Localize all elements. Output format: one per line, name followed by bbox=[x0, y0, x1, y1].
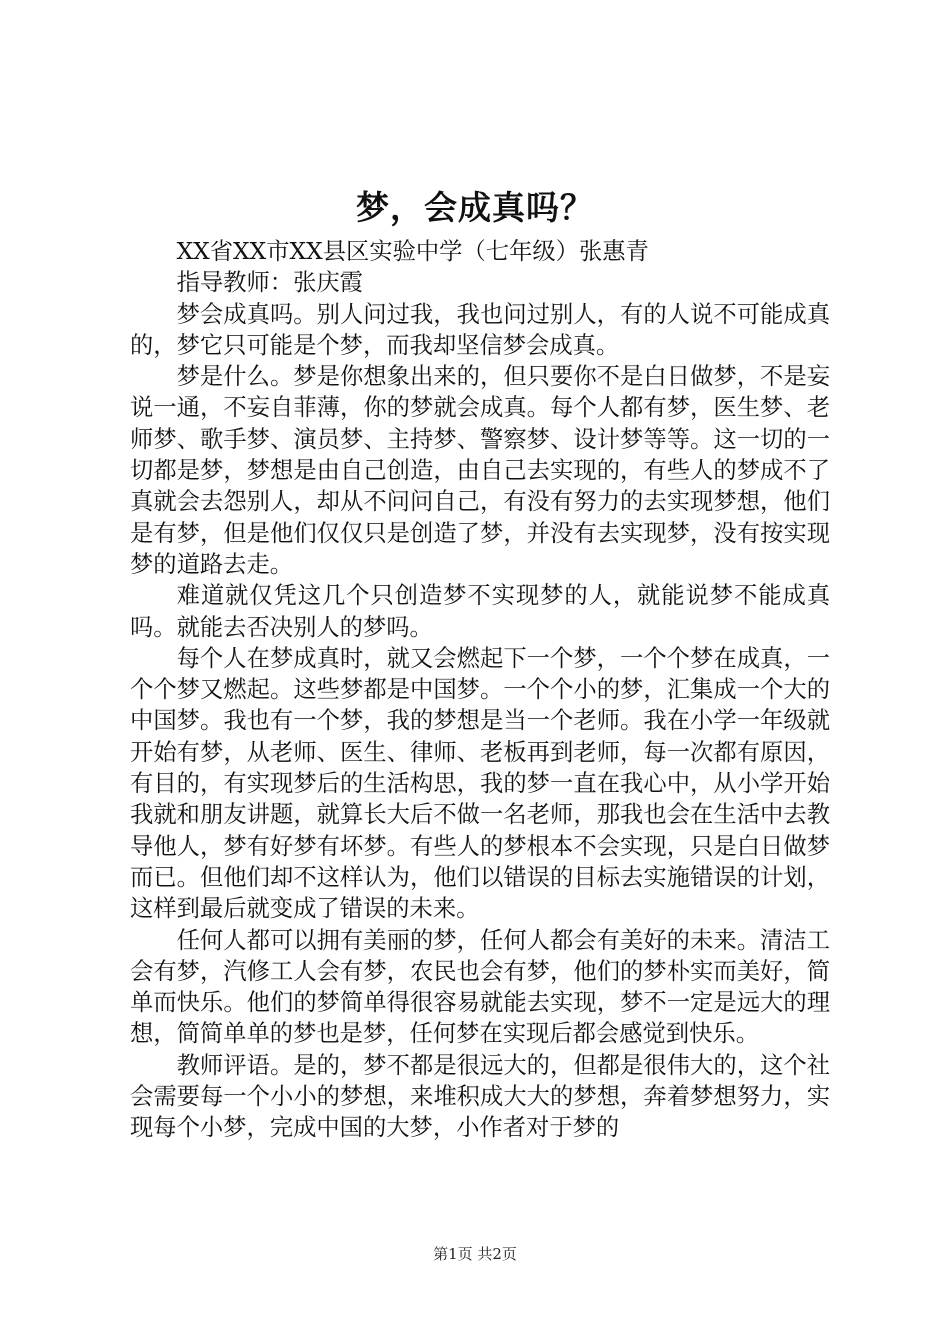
body-paragraph: 梦会成真吗。别人问过我，我也问过别人，有的人说不可能成真的，梦它只可能是个梦，而我却坚信梦会成真。 bbox=[130, 300, 830, 359]
document-body bbox=[130, 236, 830, 1144]
document-title: 梦，会成真吗？ bbox=[356, 188, 594, 227]
body-paragraph: 难道就仅凭这几个只创造梦不实现梦的人，就能说梦不能成真吗。就能去否决别人的梦吗。 bbox=[130, 582, 830, 641]
body-paragraph: 任何人都可以拥有美丽的梦，任何人都会有美好的未来。清洁工会有梦，汽修工人会有梦，农民也会有梦，他们的梦朴实而美好，简单而快乐。他们的梦简单得很容易就能去实现，梦不一定是远大的理想，简简单单的梦也是梦，任何梦在实现后都会感觉到快乐。 bbox=[130, 926, 830, 1048]
body-paragraph: 每个人在梦成真时，就又会燃起下一个梦，一个个梦在成真，一个个梦又燃起。这些梦都是中国梦。一个个小的梦，汇集成一个大的中国梦。我也有一个梦，我的梦想是当一个老师。我在小学一年级就开始有梦，从老师、医生、律师、老板再到老师，每一次都有原因，有目的，有实现梦后的生活构思，我的梦一直在我心中，从小学开始我就和朋友讲题，就算长大后不做一名老师，那我也会在生活中去教导他人，梦有好梦有坏梦。有些人的梦根本不会实现，只是白日做梦而已。但他们却不这样认为，他们以错误的目标去实施错误的计划，这样到最后就变成了错误的未来。 bbox=[130, 644, 830, 923]
page-number-footer: 第1页 共2页 bbox=[433, 1245, 517, 1263]
teacher-comment-paragraph: 教师评语。是的，梦不都是很远大的，但都是很伟大的，这个社会需要每一个小小的梦想，来堆积成大大的梦想，奔着梦想努力，实现每个小梦，完成中国的大梦，小作者对于梦的 bbox=[130, 1051, 830, 1142]
author-line: XX省XX市XX县区实验中学（七年级）张惠青 bbox=[176, 238, 649, 265]
body-paragraph: 梦是什么。梦是你想象出来的，但只要你不是白日做梦，不是妄说一通，不妄自菲薄，你的梦就会成真。每个人都有梦，医生梦、老师梦、歌手梦、演员梦、主持梦、警察梦、设计梦等等。这一切的一切都是梦，梦想是由自己创造，由自己去实现的，有些人的梦成不了真就会去怨别人，却从不问问自己，有没有努力的去实现梦想，他们是有梦，但是他们仅仅只是创造了梦，并没有去实现梦，没有按实现梦的道路去走。 bbox=[130, 363, 830, 578]
teacher-line: 指导教师：张庆霞 bbox=[176, 269, 363, 297]
